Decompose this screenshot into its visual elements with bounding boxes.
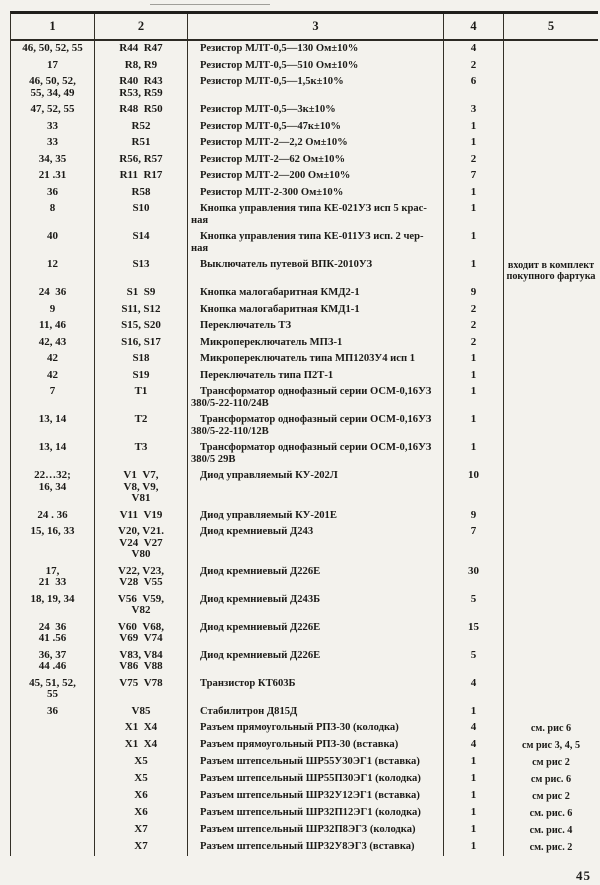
refdes-cell: Т1 [95, 384, 188, 412]
note-cell [504, 41, 598, 58]
positions-cell: 13, 14 [11, 440, 95, 468]
scan-artifact-rule [150, 4, 270, 5]
table-row [11, 229, 598, 257]
description-cell: Диод кремниевый Д226Е [188, 564, 444, 592]
note-cell [504, 201, 598, 229]
table-row [11, 285, 598, 302]
note-cell [504, 592, 598, 620]
quantity-cell: 1 [444, 351, 504, 368]
note-cell [504, 384, 598, 412]
description-cell: Диод управляемый КУ-201Е [188, 508, 444, 525]
description-cell: Резистор МЛТ-0,5—130 Ом±10% [188, 41, 444, 58]
quantity-cell: 1 [444, 257, 504, 285]
refdes-cell: R40 R43 R53, R59 [95, 74, 188, 102]
description-cell: Разъем штепсельный ШР32У12ЭГ1 (вставка) [188, 788, 444, 805]
table-row [11, 102, 598, 119]
description-cell: Резистор МЛТ-0,5—3к±10% [188, 102, 444, 119]
refdes-cell: Х7 [95, 839, 188, 856]
quantity-cell: 1 [444, 412, 504, 440]
refdes-cell: S10 [95, 201, 188, 229]
refdes-cell: Х1 Х4 [95, 720, 188, 737]
quantity-cell: 1 [444, 754, 504, 771]
refdes-cell: R8, R9 [95, 58, 188, 75]
note-cell [504, 168, 598, 185]
description-cell: Кнопка управления типа КЕ-021УЗ исп 5 крас- ная [188, 201, 444, 229]
note-cell: см рис 2 [532, 791, 570, 802]
refdes-cell: S18 [95, 351, 188, 368]
header-col-3: 3 [188, 14, 444, 39]
table-row [11, 201, 598, 229]
note-cell [504, 648, 598, 676]
refdes-cell: V75 V78 [95, 676, 188, 704]
note-cell [504, 620, 598, 648]
refdes-cell: R56, R57 [95, 152, 188, 169]
positions-cell [11, 788, 95, 805]
refdes-cell: Х1 Х4 [95, 737, 188, 754]
table-row [11, 318, 598, 335]
quantity-cell: 1 [444, 135, 504, 152]
table-row [11, 720, 598, 737]
note-cell [504, 119, 598, 136]
table-row [11, 412, 598, 440]
positions-cell: 17, 21 33 [11, 564, 95, 592]
positions-cell [11, 754, 95, 771]
positions-cell: 36, 37 44 .46 [11, 648, 95, 676]
table-row [11, 384, 598, 412]
quantity-cell: 4 [444, 720, 504, 737]
quantity-cell: 7 [444, 168, 504, 185]
positions-cell: 45, 51, 52, 55 [11, 676, 95, 704]
positions-cell: 15, 16, 33 [11, 524, 95, 564]
refdes-cell: S15, S20 [95, 318, 188, 335]
quantity-cell: 5 [444, 592, 504, 620]
table-row [11, 152, 598, 169]
description-cell: Диод кремниевый Д243 [188, 524, 444, 564]
quantity-cell: 1 [444, 368, 504, 385]
positions-cell: 24 36 [11, 285, 95, 302]
note-cell [504, 564, 598, 592]
quantity-cell: 1 [444, 771, 504, 788]
description-cell: Выключатель путевой ВПК-2010УЗ [188, 257, 444, 285]
positions-cell [11, 771, 95, 788]
description-cell: Трансформатор однофазный серии ОСМ-0,16УЗ 380/5-22-110/12В [188, 412, 444, 440]
quantity-cell: 9 [444, 285, 504, 302]
positions-cell: 42, 43 [11, 335, 95, 352]
description-cell: Разъем прямоугольный РПЗ-30 (колодка) [188, 720, 444, 737]
table-row [11, 648, 598, 676]
refdes-cell: Х6 [95, 805, 188, 822]
positions-cell: 46, 50, 52, 55, 34, 49 [11, 74, 95, 102]
quantity-cell: 1 [444, 440, 504, 468]
positions-cell: 24 36 41 .56 [11, 620, 95, 648]
table-row [11, 754, 598, 771]
note-cell: см рис 3, 4, 5 [521, 740, 581, 751]
table-row [11, 524, 598, 564]
description-cell: Диод кремниевый Д243Б [188, 592, 444, 620]
note-cell [504, 74, 598, 102]
quantity-cell: 2 [444, 152, 504, 169]
note-cell [504, 335, 598, 352]
description-cell: Резистор МЛТ-0,5—47к±10% [188, 119, 444, 136]
refdes-cell: Т2 [95, 412, 188, 440]
quantity-cell: 4 [444, 41, 504, 58]
table-row [11, 135, 598, 152]
description-cell: Транзистор КТ603Б [188, 676, 444, 704]
description-cell: Диод управляемый КУ-202Л [188, 468, 444, 508]
table-row [11, 302, 598, 319]
table-row [11, 368, 598, 385]
refdes-cell: S11, S12 [95, 302, 188, 319]
table-row [11, 620, 598, 648]
positions-cell: 18, 19, 34 [11, 592, 95, 620]
quantity-cell: 5 [444, 648, 504, 676]
description-cell: Разъем штепсельный ШР55П30ЭГ1 (колодка) [188, 771, 444, 788]
table-row [11, 58, 598, 75]
header-col-1: 1 [11, 14, 95, 39]
table-header-row [11, 14, 598, 41]
quantity-cell: 1 [444, 119, 504, 136]
table-row [11, 508, 598, 525]
quantity-cell: 2 [444, 58, 504, 75]
refdes-cell: R11 R17 [95, 168, 188, 185]
refdes-cell: V22, V23, V28 V55 [95, 564, 188, 592]
note-cell [504, 318, 598, 335]
note-cell [504, 440, 598, 468]
note-cell [504, 58, 598, 75]
table-row [11, 737, 598, 754]
refdes-cell: V56 V59, V82 [95, 592, 188, 620]
refdes-cell: S14 [95, 229, 188, 257]
table-row [11, 805, 598, 822]
quantity-cell: 2 [444, 318, 504, 335]
positions-cell [11, 720, 95, 737]
quantity-cell: 1 [444, 822, 504, 839]
description-cell: Диод кремниевый Д226Е [188, 648, 444, 676]
note-cell [504, 412, 598, 440]
positions-cell [11, 805, 95, 822]
positions-cell: 8 [11, 201, 95, 229]
description-cell: Стабилитрон Д815Д [188, 704, 444, 721]
table-row [11, 839, 598, 856]
quantity-cell: 2 [444, 302, 504, 319]
refdes-cell: V83, V84 V86 V88 [95, 648, 188, 676]
positions-cell: 33 [11, 135, 95, 152]
table-row [11, 119, 598, 136]
refdes-cell: Х7 [95, 822, 188, 839]
note-cell: см. рис. 2 [529, 842, 573, 853]
description-cell: Разъем штепсельный ШР32П8ЭГ3 (колодка) [188, 822, 444, 839]
refdes-cell: R52 [95, 119, 188, 136]
refdes-cell: S19 [95, 368, 188, 385]
description-cell: Микропереключатель МПЗ-1 [188, 335, 444, 352]
positions-cell: 42 [11, 351, 95, 368]
quantity-cell: 6 [444, 74, 504, 102]
header-col-2: 2 [95, 14, 188, 39]
refdes-cell: Х5 [95, 771, 188, 788]
positions-cell: 34, 35 [11, 152, 95, 169]
refdes-cell: V20, V21. V24 V27 V80 [95, 524, 188, 564]
positions-cell: 36 [11, 704, 95, 721]
positions-cell: 7 [11, 384, 95, 412]
note-cell: см. рис. 4 [529, 825, 573, 836]
refdes-cell: Т3 [95, 440, 188, 468]
description-cell: Кнопка малогабаритная КМД1-1 [188, 302, 444, 319]
refdes-cell: R44 R47 [95, 41, 188, 58]
table-row [11, 185, 598, 202]
refdes-cell: Х6 [95, 788, 188, 805]
description-cell: Переключатель типа П2Т-1 [188, 368, 444, 385]
quantity-cell: 4 [444, 737, 504, 754]
positions-cell: 47, 52, 55 [11, 102, 95, 119]
positions-cell: 12 [11, 257, 95, 285]
page-number: 45 [576, 868, 591, 883]
description-cell: Разъем прямоугольный РПЗ-30 (вставка) [188, 737, 444, 754]
refdes-cell: R51 [95, 135, 188, 152]
description-cell: Переключатель ТЗ [188, 318, 444, 335]
quantity-cell: 15 [444, 620, 504, 648]
refdes-cell: V11 V19 [95, 508, 188, 525]
table-row [11, 564, 598, 592]
table-row [11, 822, 598, 839]
refdes-cell: S13 [95, 257, 188, 285]
positions-cell: 40 [11, 229, 95, 257]
description-cell: Кнопка управления типа КЕ-011УЗ исп. 2 чер- ная [188, 229, 444, 257]
note-cell: входит в комплект покупного фартука [506, 260, 596, 282]
positions-cell: 22…32; 16, 34 [11, 468, 95, 508]
note-cell [504, 185, 598, 202]
header-col-4: 4 [444, 14, 504, 39]
note-cell [504, 524, 598, 564]
positions-cell: 46, 50, 52, 55 [11, 41, 95, 58]
note-cell [504, 368, 598, 385]
quantity-cell: 1 [444, 704, 504, 721]
positions-cell: 11, 46 [11, 318, 95, 335]
positions-cell: 33 [11, 119, 95, 136]
refdes-cell: S1 S9 [95, 285, 188, 302]
description-cell: Кнопка малогабаритная КМД2-1 [188, 285, 444, 302]
quantity-cell: 1 [444, 788, 504, 805]
quantity-cell: 3 [444, 102, 504, 119]
table-row [11, 592, 598, 620]
note-cell [504, 302, 598, 319]
positions-cell: 24 . 36 [11, 508, 95, 525]
table-row [11, 440, 598, 468]
positions-cell: 21 .31 [11, 168, 95, 185]
description-cell: Резистор МЛТ-2—62 Ом±10% [188, 152, 444, 169]
positions-cell: 17 [11, 58, 95, 75]
quantity-cell: 4 [444, 676, 504, 704]
description-cell: Резистор МЛТ-2-300 Ом±10% [188, 185, 444, 202]
description-cell: Диод кремниевый Д226Е [188, 620, 444, 648]
positions-cell [11, 737, 95, 754]
header-col-5: 5 [547, 19, 555, 33]
note-cell [504, 285, 598, 302]
quantity-cell: 1 [444, 229, 504, 257]
note-cell [504, 152, 598, 169]
description-cell: Трансформатор однофазный серии ОСМ-0,16УЗ 380/5 29В [188, 440, 444, 468]
note-cell [504, 135, 598, 152]
quantity-cell: 1 [444, 839, 504, 856]
quantity-cell: 1 [444, 805, 504, 822]
quantity-cell: 9 [444, 508, 504, 525]
description-cell: Резистор МЛТ-0,5—510 Ом±10% [188, 58, 444, 75]
note-cell [504, 102, 598, 119]
table-row [11, 771, 598, 788]
parts-table [10, 11, 598, 856]
table-row [11, 168, 598, 185]
table-row [11, 704, 598, 721]
quantity-cell: 1 [444, 185, 504, 202]
quantity-cell: 7 [444, 524, 504, 564]
table-row [11, 257, 598, 285]
note-cell [504, 676, 598, 704]
quantity-cell: 2 [444, 335, 504, 352]
positions-cell [11, 822, 95, 839]
refdes-cell: R48 R50 [95, 102, 188, 119]
note-cell: см рис 2 [532, 757, 570, 768]
note-cell [504, 704, 598, 721]
note-cell [504, 468, 598, 508]
refdes-cell: R58 [95, 185, 188, 202]
table-row [11, 335, 598, 352]
table-row [11, 74, 598, 102]
table-row [11, 468, 598, 508]
description-cell: Разъем штепсельный ШР32У8ЭГ3 (вставка) [188, 839, 444, 856]
note-cell [504, 229, 598, 257]
positions-cell: 9 [11, 302, 95, 319]
quantity-cell: 1 [444, 384, 504, 412]
description-cell: Разъем штепсельный ШР32П12ЭГ1 (колодка) [188, 805, 444, 822]
description-cell: Резистор МЛТ-2—2,2 Ом±10% [188, 135, 444, 152]
description-cell: Трансформатор однофазный серии ОСМ-0,16УЗ 380/5-22-110/24В [188, 384, 444, 412]
table-row [11, 41, 598, 58]
note-cell: см рис. 6 [530, 774, 572, 785]
table-row [11, 788, 598, 805]
quantity-cell: 30 [444, 564, 504, 592]
refdes-cell: S16, S17 [95, 335, 188, 352]
positions-cell: 13, 14 [11, 412, 95, 440]
refdes-cell: V85 [95, 704, 188, 721]
description-cell: Резистор МЛТ-2—200 Ом±10% [188, 168, 444, 185]
table-row [11, 351, 598, 368]
refdes-cell: V1 V7, V8, V9, V81 [95, 468, 188, 508]
refdes-cell: Х5 [95, 754, 188, 771]
positions-cell [11, 839, 95, 856]
note-cell: см. рис. 6 [529, 808, 573, 819]
description-cell: Микропереключатель типа МП1203У4 исп 1 [188, 351, 444, 368]
quantity-cell: 1 [444, 201, 504, 229]
note-cell [504, 351, 598, 368]
note-cell: см. рис 6 [530, 723, 572, 734]
description-cell: Разъем штепсельный ШР55У30ЭГ1 (вставка) [188, 754, 444, 771]
note-cell [504, 508, 598, 525]
table-row [11, 676, 598, 704]
quantity-cell: 10 [444, 468, 504, 508]
positions-cell: 42 [11, 368, 95, 385]
refdes-cell: V60 V68, V69 V74 [95, 620, 188, 648]
positions-cell: 36 [11, 185, 95, 202]
parts-table-body [11, 41, 598, 856]
description-cell: Резистор МЛТ-0,5—1,5к±10% [188, 74, 444, 102]
